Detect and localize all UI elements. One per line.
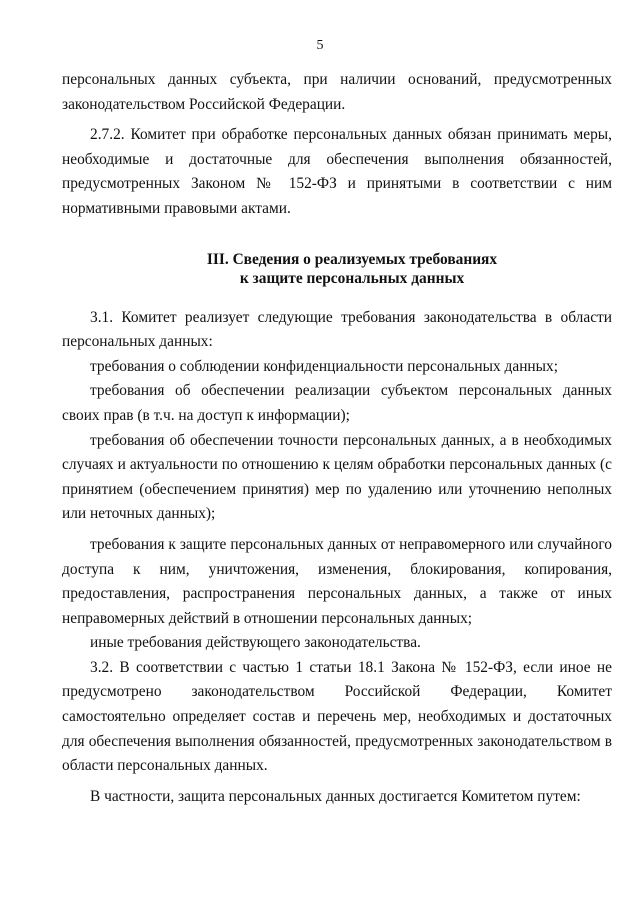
requirement-other: иные требования действующего законодательства.: [90, 634, 421, 652]
paragraph-3-2: 3.2. В соответствии с частью 1 статьи 18.1 Закона № 152-ФЗ, если иное не предусмотрено законодательством Российской Федерации, Комитет самостоятельно определяет состав и перечень мер, необходимых и достаточных для обеспечения выполнения обязанностей, предусмотренных законодательством в области персональных данных.: [62, 658, 612, 775]
paragraph-3-1: 3.1. Комитет реализует следующие требования законодательства в области персональных данных:: [62, 308, 612, 351]
document-body: [62, 68, 612, 809]
requirement-accuracy: требования об обеспечении точности персональных данных, а в необходимых случаях и актуальности по отношению к целям обработки персональных данных (с принятием (обеспечением принятия) мер по удалению или уточнению неполных или неточных данных);: [62, 431, 612, 523]
section-heading-line-2: к защите персональных данных: [239, 269, 465, 287]
requirement-protection: требования к защите персональных данных от неправомерного или случайного доступа к ним, уничтожения, изменения, блокирования, копирования, предоставления, распространения персональных данных, а также от иных неправомерных действий в отношении персональных данных;: [62, 535, 612, 627]
section-heading-line-1: III. Сведения о реализуемых требованиях: [206, 250, 498, 268]
paragraph-continuation: персональных данных субъекта, при наличии оснований, предусмотренных законодательством Российской Федерации.: [62, 71, 612, 113]
requirement-subject-rights: требования об обеспечении реализации субъектом персональных данных своих прав (в т.ч. на доступ к информации);: [62, 382, 612, 424]
requirement-confidentiality: требования о соблюдении конфиденциальности персональных данных;: [90, 357, 558, 375]
page-number: 5: [316, 38, 324, 53]
section-heading: [62, 250, 612, 288]
paragraph-2-7-2: 2.7.2. Комитет при обработке персональных данных обязан принимать меры, необходимые и достаточные для обеспечения выполнения обязанностей, предусмотренных Законом № 152-ФЗ и принятыми в соответствии с ним нормативными правовыми актами.: [62, 126, 612, 217]
paragraph-protection-means: В частности, защита персональных данных достигается Комитетом путем:: [90, 787, 581, 805]
